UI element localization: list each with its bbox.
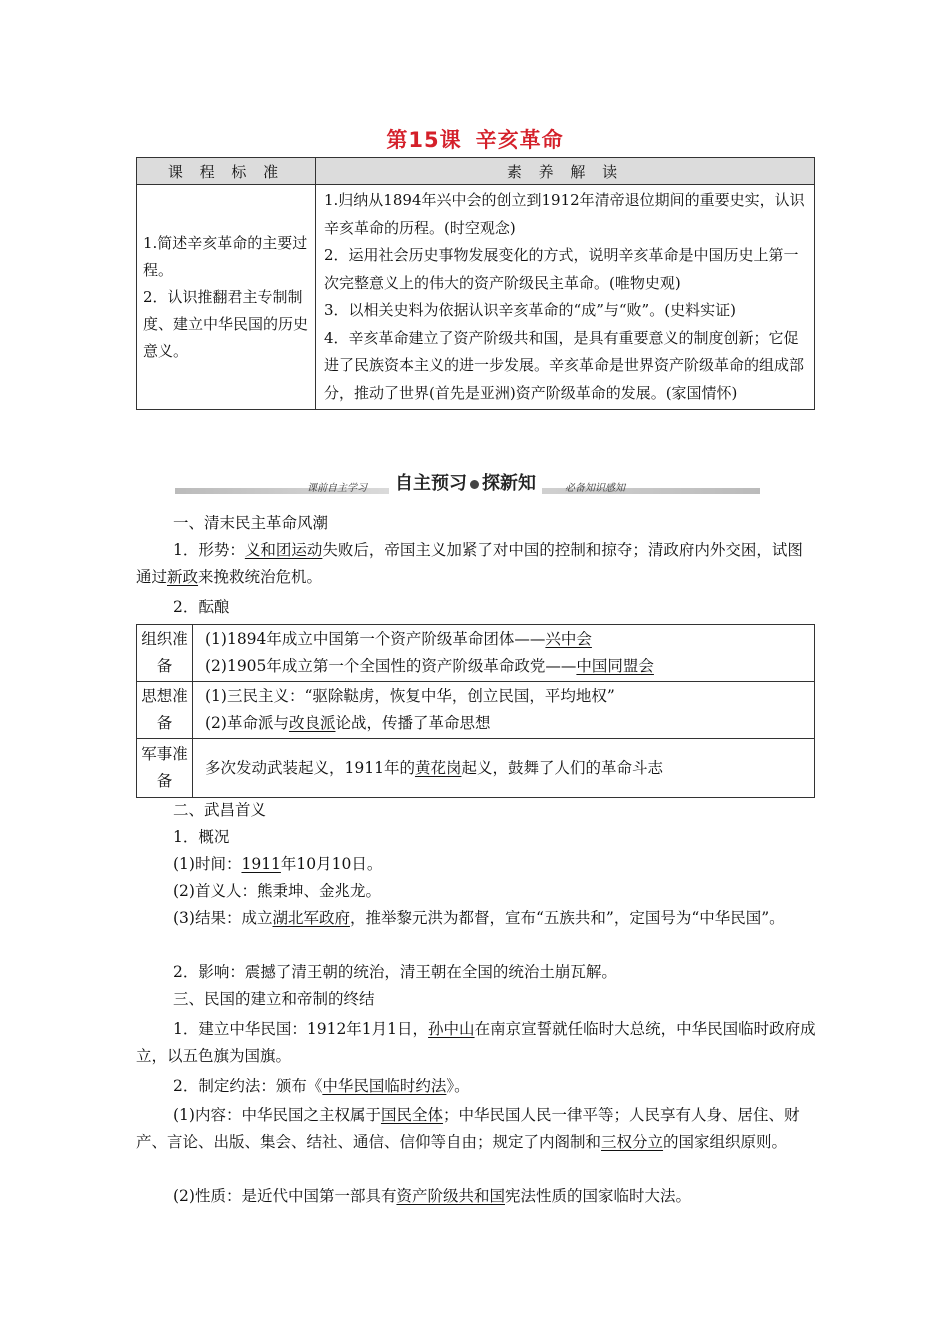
- key-term: 中国同盟会: [576, 657, 654, 675]
- section-heading: 一、清末民主革命风潮: [173, 514, 329, 532]
- key-term: 三权分立: [601, 1133, 664, 1151]
- row-label: 思想准备: [137, 682, 193, 739]
- literacy-item: 2．运用社会历史事物发展变化的方式，说明辛亥革命是中国历史上第一次完整意义上的伟大的资产阶级民主革命。(唯物史观): [324, 246, 799, 292]
- banner-title: [389, 469, 542, 495]
- paragraph: (1)内容：中华民国之主权属于国民全体；中华民国人民一律平等；人民享有人身、居住、财产、言论、出版、集会、结社、通信、信仰等自由；规定了内阁制和三权分立的国家组织原则。: [136, 1106, 800, 1151]
- banner-right-label: 必备知识感知: [565, 483, 625, 494]
- lesson-title: [0, 124, 950, 154]
- paragraph: (1)时间：1911年10月10日。: [173, 855, 383, 873]
- standards-cell: [137, 185, 316, 410]
- curriculum-standards-table: [136, 157, 815, 410]
- key-term: 义和团运动: [244, 541, 323, 559]
- paragraph: 1．形势：义和团运动失败后，帝国主义加紧了对中国的控制和掠夺；清政府内外交困，试图通过新政来挽救统治危机。: [136, 541, 803, 586]
- row-content: (1)三民主义：“驱除鞑虏，恢复中华，创立民国，平均地权” (2)革命派与改良派论战，传播了革命思想: [193, 682, 815, 739]
- header-standards: 课 程 标 准: [137, 158, 316, 185]
- row-content: (1)1894年成立中国第一个资产阶级革命团体——兴中会 (2)1905年成立第一个全国性的资产阶级革命政党——中国同盟会: [193, 625, 815, 682]
- row-label: 军事准备: [137, 739, 193, 798]
- row-content: 多次发动武装起义，1911年的黄花岗起义，鼓舞了人们的革命斗志: [193, 739, 815, 798]
- arrow-dot-icon: [470, 480, 479, 489]
- key-term: 黄花岗: [414, 758, 462, 777]
- standard-item: 2．认识推翻君主专制制度、建立中华民国的历史意义。: [143, 287, 309, 360]
- key-term: 孙中山: [428, 1020, 475, 1038]
- key-term: 资产阶级共和国: [396, 1187, 505, 1205]
- banner-title-b: 探新知: [482, 473, 536, 494]
- banner-left-label: 课前自主学习: [307, 483, 367, 494]
- lesson-topic: 辛亥革命: [475, 128, 564, 152]
- row-label: 组织准备: [137, 625, 193, 682]
- section-heading: 三、民国的建立和帝制的终结: [173, 990, 375, 1008]
- paragraph: (2)性质：是近代中国第一部具有资产阶级共和国宪法性质的国家临时大法。: [173, 1187, 691, 1205]
- literacy-item: 3．以相关史料为依据认识辛亥革命的“成”与“败”。(史料实证): [324, 301, 736, 319]
- key-term: 1911: [241, 855, 281, 873]
- paragraph: (2)首义人：熊秉坤、金兆龙。: [173, 882, 381, 900]
- key-term: 新政: [167, 568, 199, 586]
- standard-item: 1.简述辛亥革命的主要过程。: [143, 233, 308, 279]
- key-term: 改良派: [288, 714, 336, 732]
- key-term: 湖北军政府: [272, 909, 350, 927]
- literacy-item: 1.归纳从1894年兴中会的创立到1912年清帝退位期间的重要史实，认识辛亥革命的历程。(时空观念): [324, 191, 805, 237]
- lesson-number: 第15课: [386, 128, 462, 152]
- sub-heading: 1．概况: [173, 828, 230, 846]
- sub-heading: 2．酝酿: [173, 598, 230, 616]
- section-heading: 二、武昌首义: [173, 801, 267, 819]
- paragraph: 1．建立中华民国：1912年1月1日，孙中山在南京宣誓就任临时大总统，中华民国临时政府成立，以五色旗为国旗。: [136, 1020, 816, 1065]
- key-term: 兴中会: [545, 630, 592, 648]
- key-term: 中华民国临时约法: [322, 1077, 447, 1095]
- literacy-item: 4．辛亥革命建立了资产阶级共和国，是具有重要意义的制度创新；它促进了民族资本主义的进一步发展。辛亥革命是世界资产阶级革命的组成部分，推动了世界(首先是亚洲)资产阶级革命的发展。(家国情怀): [324, 328, 805, 402]
- literacy-cell: [316, 185, 815, 410]
- banner-title-a: 自主预习: [395, 473, 467, 494]
- key-term: 国民全体: [380, 1106, 443, 1124]
- paragraph: 2．影响：震撼了清王朝的统治，清王朝在全国的统治土崩瓦解。: [173, 963, 617, 981]
- section-banner: [175, 468, 760, 498]
- header-literacy: 素 养 解 读: [316, 158, 815, 185]
- paragraph: (3)结果：成立湖北军政府，推举黎元洪为都督，宣布“五族共和”，定国号为“中华民国”。: [173, 909, 785, 927]
- preparation-table: [136, 624, 815, 798]
- paragraph: 2．制定约法：颁布《中华民国临时约法》。: [173, 1077, 470, 1095]
